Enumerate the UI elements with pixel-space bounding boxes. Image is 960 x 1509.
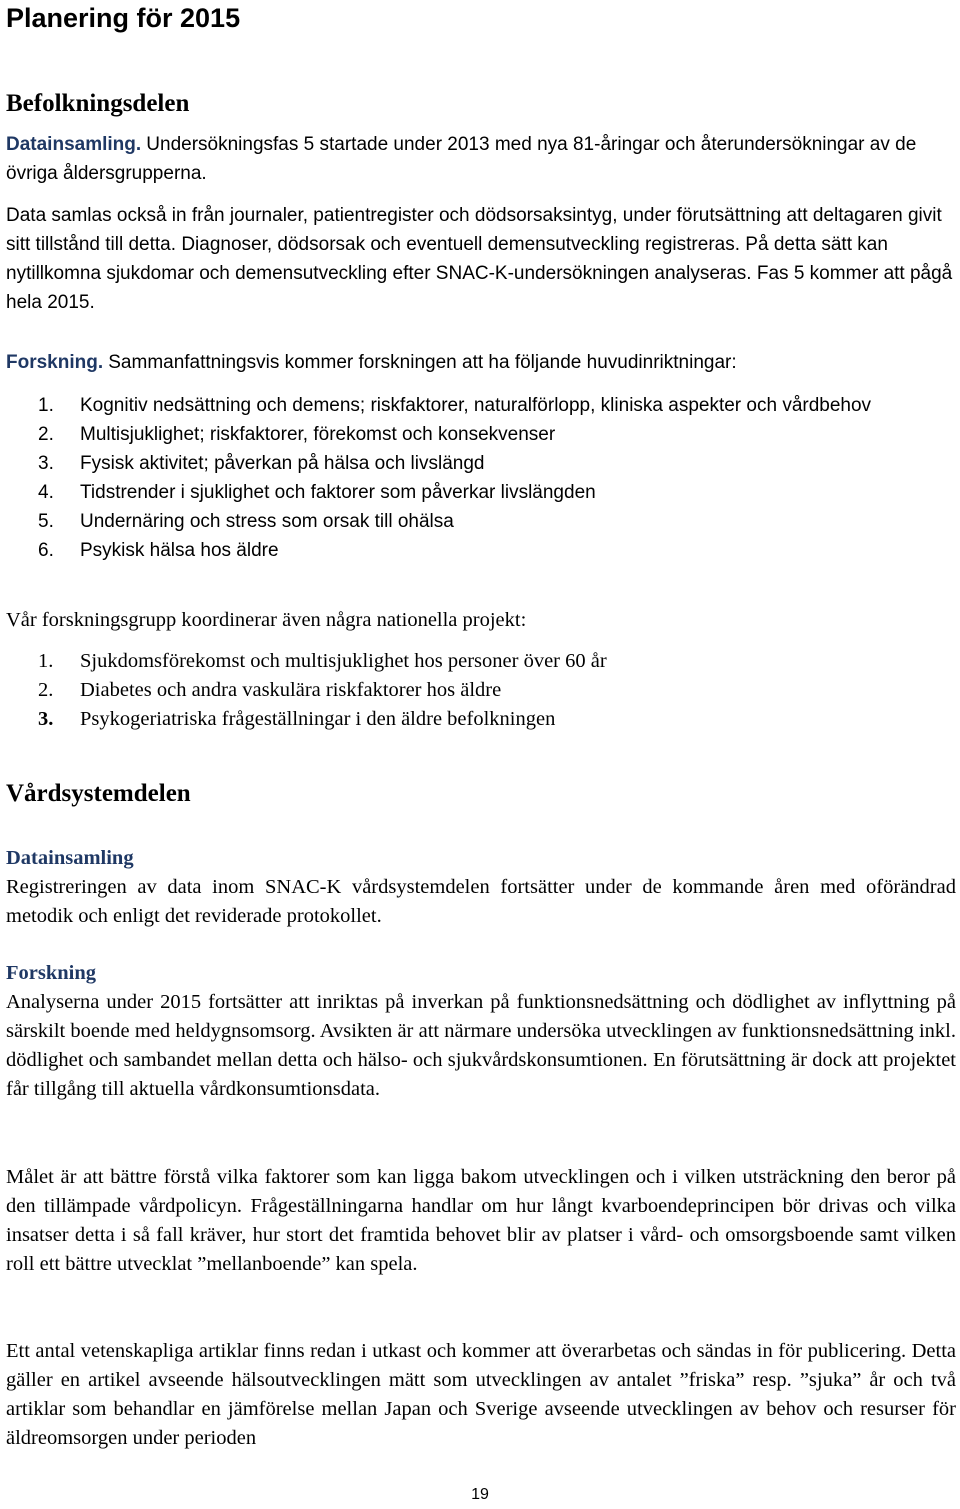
vardsystem-datainsamling-text: Registreringen av data inom SNAC-K vårdsystemdelen fortsätter under de kommande åren med oförändrad metodik och enligt det reviderade protokollet. — [6, 876, 956, 927]
paragraph-journaler — [6, 201, 956, 317]
list-number: 6. — [38, 540, 54, 561]
paragraph-malet — [6, 1163, 956, 1279]
forskning-text-1: Analyserna under 2015 fortsätter att inriktas på inverkan på funktionsnedsättning och dödlighet av inflyttning på särskilt boende med heldygnsomsorg. — [6, 991, 956, 1042]
list-number: 1. — [38, 650, 54, 672]
artiklar-text-1: Ett antal vetenskapliga artiklar finns redan i utkast och kommer att överarbetas och sändas in för publicering. — [6, 1340, 907, 1362]
page-title: Planering för 2015 — [6, 3, 241, 33]
journaler-text-2: Diagnoser, dödsorsak och eventuell demensutveckling registreras. — [181, 234, 741, 255]
paragraph-vardsystem-datainsamling — [6, 844, 956, 931]
list-text: Tidstrender i sjuklighet och faktorer som påverkar livslängden — [80, 482, 596, 503]
section-heading-befolkning: Befolkningsdelen — [6, 90, 190, 117]
nationella-intro: Vår forskningsgrupp koordinerar även några nationella projekt: — [6, 609, 527, 631]
list-item — [6, 507, 956, 536]
journaler-text-4: Fas 5 kommer att pågå hela 2015. — [6, 263, 953, 313]
list-number: 4. — [38, 482, 54, 503]
list-text: Fysisk aktivitet; påverkan på hälsa och livslängd — [80, 453, 485, 474]
paragraph-vardsystem-forskning — [6, 959, 956, 1104]
paragraph-nationella-intro — [6, 606, 956, 635]
paragraph-artiklar — [6, 1337, 956, 1453]
list-item — [6, 449, 956, 478]
list-number: 5. — [38, 511, 54, 532]
list-nationella-projekt — [6, 647, 956, 734]
journaler-text-3: På detta sätt kan nytillkomna sjukdomar och demensutveckling efter SNAC-K-undersökningen analyseras. — [6, 234, 888, 284]
subheading-forskning: Forskning — [6, 962, 96, 984]
list-item — [6, 676, 956, 705]
list-item — [6, 647, 956, 676]
list-text: Kognitiv nedsättning och demens; riskfaktorer, naturalförlopp, kliniska aspekter och vårdbehov — [80, 395, 872, 416]
forskning-text-2: Avsikten är att närmare undersöka utvecklingen av funktionsnedsättning inkl. dödlighet och sambandet mellan detta och hälso- och sjukvårdskonsumtionen. — [6, 1020, 956, 1071]
malet-text-1: Målet är att bättre förstå vilka faktorer som kan ligga bakom utvecklingen och i vilken utsträckning den beror på den tillämpade vårdpolicyn. — [6, 1166, 956, 1217]
artiklar-text-2: Detta gäller en artikel avseende hälsoutvecklingen mätt som utvecklingen av antalet ”friska” resp. ”sjuka” år och två artiklar som behandlar en jämförelse mellan Japan och Sverige avseende utvecklingen av behov och resurser för äldreomsorgen under perioden — [6, 1340, 957, 1449]
list-item — [6, 420, 956, 449]
list-number: 3. — [38, 708, 54, 730]
list-item — [6, 705, 956, 734]
list-huvudinriktningar — [6, 391, 956, 565]
list-text: Undernäring och stress som orsak till ohälsa — [80, 511, 454, 532]
section-heading-vardsystem: Vårdsystemdelen — [6, 780, 191, 807]
malet-text-2: Frågeställningarna handlar om hur långt kvarboendeprincipen bör drivas och vilka insatser detta i så fall kräver, hur stort det framtida behovet blir av platser i vård- och omsorgsboende samt vilken roll ett bättre utvecklat ”mellanboende” kan spela. — [6, 1195, 956, 1275]
list-number: 2. — [38, 424, 54, 445]
list-text: Psykogeriatriska frågeställningar i den äldre befolkningen — [80, 708, 556, 730]
page-number: 19 — [471, 1486, 489, 1503]
list-item — [6, 391, 956, 420]
forskning-text: Sammanfattningsvis kommer forskningen att ha följande huvudinriktningar: — [108, 352, 737, 373]
list-number: 3. — [38, 453, 54, 474]
paragraph-datainsamling — [6, 130, 956, 188]
list-number: 1. — [38, 395, 54, 416]
list-text: Multisjuklighet; riskfaktorer, förekomst och konsekvenser — [80, 424, 556, 445]
list-text: Diabetes och andra vaskulära riskfaktorer hos äldre — [80, 679, 502, 701]
list-item — [6, 536, 956, 565]
datainsamling-text: Undersökningsfas 5 startade under 2013 med nya 81-åringar och återundersökningar av de övriga åldersgrupperna. — [6, 134, 917, 184]
list-item — [6, 478, 956, 507]
forskning-text-3: En förutsättning är dock att projektet får tillgång till aktuella vårdkonsumtionsdata. — [6, 1049, 956, 1100]
paragraph-forskning — [6, 348, 956, 377]
list-number: 2. — [38, 679, 54, 701]
lead-datainsamling: Datainsamling. — [6, 134, 142, 155]
subheading-datainsamling: Datainsamling — [6, 847, 134, 869]
list-text: Sjukdomsförekomst och multisjuklighet hos personer över 60 år — [80, 650, 607, 672]
lead-forskning: Forskning. — [6, 352, 104, 373]
journaler-text-1: Data samlas också in från journaler, patientregister och dödsorsaksintyg, under förutsättning att deltagaren givit sitt tillstånd till detta. — [6, 205, 942, 255]
list-text: Psykisk hälsa hos äldre — [80, 540, 279, 561]
